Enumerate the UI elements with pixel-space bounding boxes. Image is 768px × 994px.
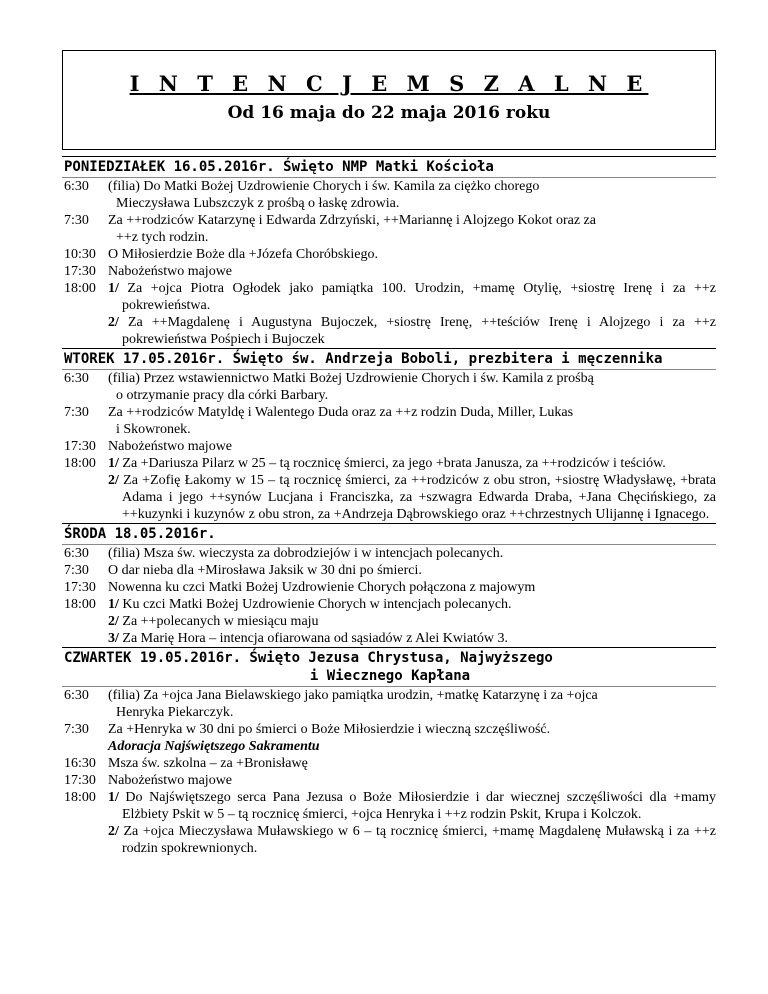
intention-line: Henryka Piekarczyk. [116, 705, 234, 720]
mass-intention [108, 370, 716, 404]
intention-text: Za +ojca Mieczysława Muławskiego w 6 – tą rocznicę śmierci, +mamę Magdalenę Muławską i za ++z rodzin spokrewnionych. [118, 824, 716, 856]
day-heading-text: CZWARTEK 19.05.2016r. Święto Jezusa Chrystusa, Najwyższego [64, 650, 553, 666]
day-heading [62, 156, 716, 178]
intention-text: Za +Zofię Łakomy w 15 – tą rocznicę śmierci, za ++rodziców z obu stron, +siostrę Władysławę, +brata Adama i jego ++synów Lucjana i Franciszka, za +szwagra Edwarda Draba, +Jana Chęcińskiego, za ++kuzynki i kuzynów z obu stron, za +Andrzeja Dąbrowskiego oraz ++chrzestnych Ulijannę i Ignacego. [118, 473, 716, 522]
mass-time: 7:30 [64, 213, 89, 228]
mass-entry [62, 562, 716, 579]
intention-text: Ku czci Matki Bożej Uzdrowienie Chorych w intencjach polecanych. [118, 597, 512, 612]
intention-line: Za ++rodziców Katarzynę i Edwarda Zdrzyński, ++Mariannę i Alojzego Kokot oraz za [108, 213, 596, 228]
mass-entry [62, 579, 716, 596]
intention-item [108, 455, 716, 472]
mass-entry [62, 772, 716, 789]
intention-line: Nabożeństwo majowe [108, 773, 233, 788]
mass-time: 7:30 [64, 722, 89, 737]
day-heading-text: PONIEDZIAŁEK 16.05.2016r. Święto NMP Matki Kościoła [64, 159, 494, 175]
intention-line: Msza św. szkolna – za +Bronisławę [108, 756, 308, 771]
title-box [62, 50, 716, 150]
mass-entry [62, 789, 716, 857]
mass-entry [62, 438, 716, 455]
intention-line: Nabożeństwo majowe [108, 439, 233, 454]
mass-entry [62, 404, 716, 438]
mass-intention [108, 280, 716, 348]
mass-entry [62, 246, 716, 263]
intention-line: ++z tych rodzin. [116, 230, 209, 245]
intention-item [108, 472, 716, 523]
intention-number: 1/ [108, 281, 119, 296]
mass-entry [62, 596, 716, 647]
mass-intention [108, 212, 716, 246]
mass-intention [108, 545, 716, 562]
intention-number: 1/ [108, 790, 119, 805]
page-title: I N T E N C J E M S Z A L N E [129, 71, 649, 96]
intention-item [108, 613, 716, 630]
mass-entry [62, 370, 716, 404]
intention-item [108, 823, 716, 857]
mass-intention [108, 178, 716, 212]
mass-time: 17:30 [64, 580, 96, 595]
intention-item [108, 630, 716, 647]
intention-line: O Miłosierdzie Boże dla +Józefa Choróbskiego. [108, 247, 378, 262]
intention-text: Do Najświętszego serca Pana Jezusa o Boże Miłosierdzie i dar wiecznej szczęśliwości dla +mamy Elżbiety Pskit w 5 – tą rocznicę śmierci, +ojca Henryka i ++z rodzin Pskit, Krupa i Kolczok. [118, 790, 716, 822]
mass-time: 6:30 [64, 371, 89, 386]
intention-line: Nowenna ku czci Matki Bożej Uzdrowienie Chorych połączona z majowym [108, 580, 536, 595]
day-heading-text: ŚRODA 18.05.2016r. [64, 526, 216, 542]
mass-entry [62, 178, 716, 212]
intention-number: 2/ [108, 824, 119, 839]
mass-time: 18:00 [64, 597, 96, 612]
adoration-note: Adoracja Najświętszego Sakramentu [108, 739, 320, 754]
mass-intention [108, 455, 716, 523]
mass-entry [62, 212, 716, 246]
document-page [62, 50, 716, 857]
intention-line: (filia) Przez wstawiennictwo Matki Bożej Uzdrowienie Chorych i św. Kamila z prośbą [108, 371, 594, 386]
mass-time: 6:30 [64, 179, 89, 194]
day-heading-text: WTOREK 17.05.2016r. Święto św. Andrzeja Boboli, prezbitera i męczennika [64, 351, 663, 367]
mass-time: 10:30 [64, 247, 96, 262]
mass-entry [62, 721, 716, 755]
intention-line: Za ++rodziców Matyldę i Walentego Duda oraz za ++z rodzin Duda, Miller, Lukas [108, 405, 574, 420]
intention-line: Nabożeństwo majowe [108, 264, 233, 279]
mass-time: 17:30 [64, 264, 96, 279]
mass-entry [62, 755, 716, 772]
intention-text: Za +ojca Piotra Ogłodek jako pamiątka 100. Urodzin, +mamę Otylię, +siostrę Irenę i za ++z pokrewieństwa. [118, 281, 716, 313]
mass-intention [108, 579, 716, 596]
intention-line: O dar nieba dla +Mirosława Jaksik w 30 dni po śmierci. [108, 563, 422, 578]
mass-intention [108, 687, 716, 721]
mass-time: 17:30 [64, 439, 96, 454]
intention-line: (filia) Msza św. wieczysta za dobrodziejów i w intencjach polecanych. [108, 546, 504, 561]
mass-intention [108, 263, 716, 280]
intention-line: Mieczysława Lubszczyk z prośbą o łaskę zdrowia. [116, 196, 400, 211]
day-heading-text-line2: i Wiecznego Kapłana [309, 668, 471, 684]
day-heading [62, 523, 716, 545]
intention-text: Za Marię Hora – intencja ofiarowana od sąsiadów z Alei Kwiatów 3. [118, 631, 509, 646]
intention-text: Za ++Magdalenę i Augustyna Bujoczek, +siostrę Irenę, ++teściów Irenę i Alojzego i za ++z pokrewieństwa Pośpiech i Bujoczek [118, 315, 716, 347]
intention-number: 1/ [108, 597, 119, 612]
mass-time: 17:30 [64, 773, 96, 788]
mass-time: 7:30 [64, 405, 89, 420]
days-list [62, 156, 716, 857]
intention-number: 2/ [108, 614, 119, 629]
mass-intention [108, 596, 716, 647]
day-heading [62, 647, 716, 687]
mass-intention [108, 246, 716, 263]
intention-item [108, 789, 716, 823]
mass-entry [62, 280, 716, 348]
mass-intention [108, 772, 716, 789]
intention-number: 1/ [108, 456, 119, 471]
mass-intention [108, 755, 716, 772]
mass-intention [108, 721, 716, 755]
mass-intention [108, 562, 716, 579]
day-heading [62, 348, 716, 370]
intention-text: Za +Dariusza Pilarz w 25 – tą rocznicę śmierci, za jego +brata Janusza, za ++rodziców i teściów. [118, 456, 666, 471]
intention-item [108, 596, 716, 613]
mass-entry [62, 455, 716, 523]
mass-entry [62, 687, 716, 721]
intention-line: (filia) Za +ojca Jana Bielawskiego jako pamiątka urodzin, +matkę Katarzynę i za +ojca [108, 688, 598, 703]
mass-time: 6:30 [64, 546, 89, 561]
mass-time: 7:30 [64, 563, 89, 578]
intention-number: 2/ [108, 473, 119, 488]
intention-line: Za +Henryka w 30 dni po śmierci o Boże Miłosierdzie i wieczną szczęśliwość. [108, 722, 551, 737]
mass-time: 18:00 [64, 456, 96, 471]
intention-text: Za ++polecanych w miesiącu maju [118, 614, 319, 629]
mass-time: 18:00 [64, 790, 96, 805]
intention-line: o otrzymanie pracy dla córki Barbary. [116, 388, 329, 403]
date-range-subtitle: Od 16 maja do 22 maja 2016 roku [227, 103, 551, 123]
intention-number: 3/ [108, 631, 119, 646]
intention-item [108, 314, 716, 348]
mass-time: 6:30 [64, 688, 89, 703]
mass-entry [62, 545, 716, 562]
intention-line: i Skowronek. [116, 422, 191, 437]
mass-intention [108, 438, 716, 455]
intention-item [108, 280, 716, 314]
mass-time: 16:30 [64, 756, 96, 771]
intention-line: (filia) Do Matki Bożej Uzdrowienie Chorych i św. Kamila za ciężko chorego [108, 179, 540, 194]
mass-entry [62, 263, 716, 280]
mass-intention [108, 789, 716, 857]
intention-number: 2/ [108, 315, 119, 330]
mass-intention [108, 404, 716, 438]
mass-time: 18:00 [64, 281, 96, 296]
